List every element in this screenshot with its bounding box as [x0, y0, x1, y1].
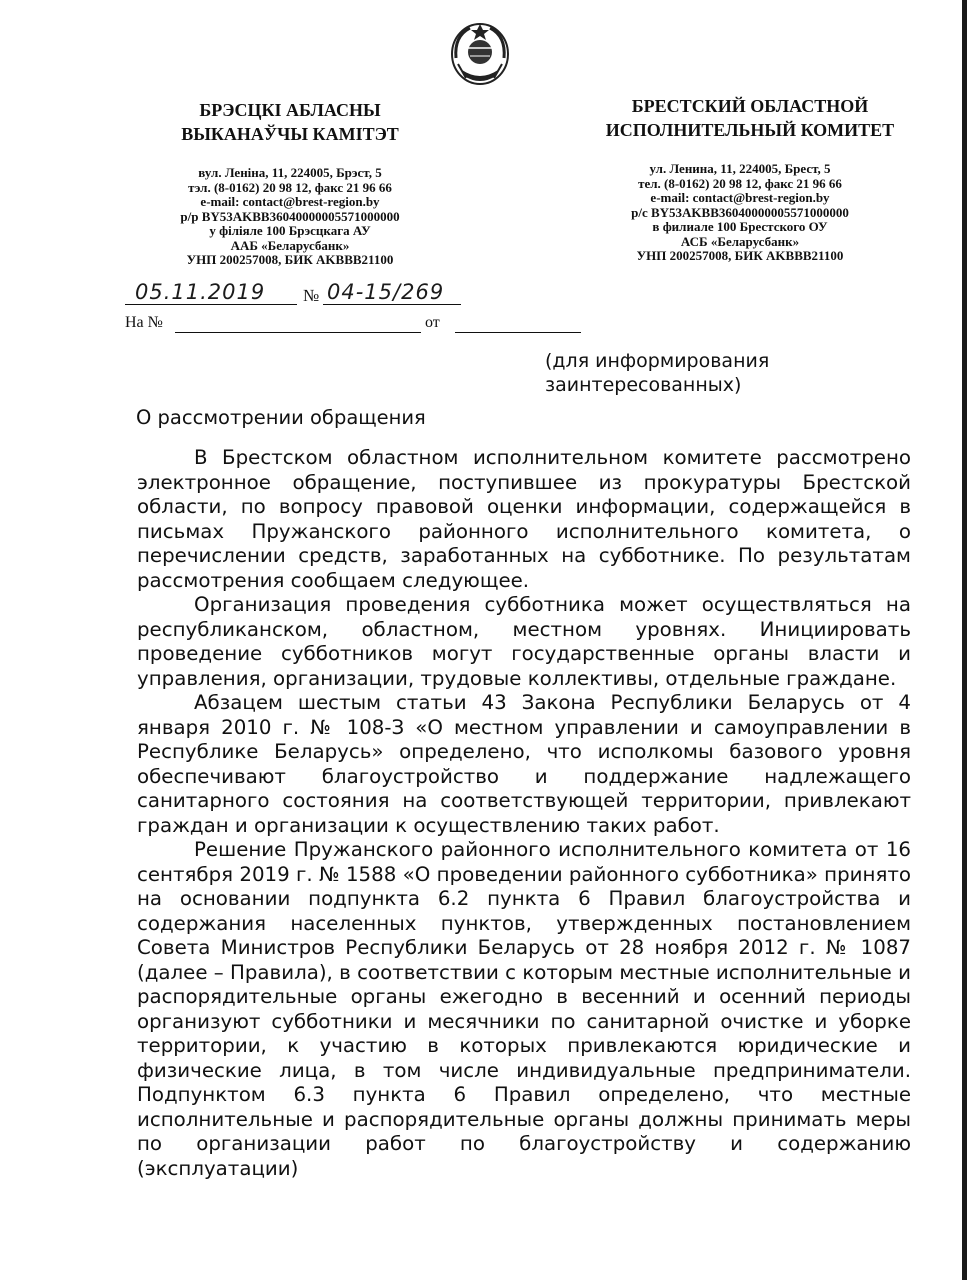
body-paragraph: Организация проведения субботника может осуществляться на республиканском, областном, местном уровнях. Инициировать проведение субботников могут государственные органы власти и управления, организации, трудовые коллективы, отдельные граждане.	[137, 593, 911, 690]
on-number-blank	[175, 332, 421, 333]
address-line: в филиале 100 Брестского ОУ	[652, 219, 828, 234]
on-number-label: На №	[125, 314, 163, 331]
number-label: №	[303, 286, 320, 305]
date-underline	[125, 304, 297, 305]
address-line: тел. (8-0162) 20 98 12, факс 21 96 66	[638, 175, 842, 191]
address-line: р/с BY53AKBB36040000005571000000	[631, 204, 849, 220]
address-line: e-mail: contact@brest-region.by	[650, 190, 830, 205]
state-emblem-icon	[448, 18, 512, 88]
org-title-line: БРЭСЦКІ АБЛАСНЫ	[199, 100, 381, 120]
body-paragraph: Абзацем шестым статьи 43 Закона Республики Беларусь от 4 января 2010 г. № 108-З «О местном управлении и самоуправлении в Республике Беларусь» определено, что исполкомы базового уровня обеспечивают благоустройство и поддержание надлежащего санитарного состояния на соответствующей территории, привлекают граждан и организации к осуществлению таких работ.	[137, 691, 911, 837]
registration-date: 05.11.2019	[135, 280, 266, 304]
org-title-line: ВЫКАНАЎЧЫ КАМІТЭТ	[181, 124, 399, 144]
address-line: e-mail: contact@brest-region.by	[200, 194, 380, 209]
letter-body	[137, 446, 911, 1181]
from-blank	[455, 332, 581, 333]
scan-edge	[962, 0, 967, 1280]
recipient-line: (для информирования	[545, 350, 770, 372]
recipient-block	[545, 349, 845, 397]
org-title-line: ИСПОЛНИТЕЛЬНЫЙ КОМИТЕТ	[605, 120, 895, 140]
registration-number: 04-15/269	[327, 280, 445, 304]
address-line: АСБ «Беларусбанк»	[680, 233, 800, 249]
subject-line: О рассмотрении обращения	[136, 406, 426, 429]
from-label: от	[425, 314, 440, 331]
address-line: УНП 200257008, БИК AKBBB21100	[636, 248, 844, 263]
org-address-belarusian	[135, 166, 445, 268]
org-address-russian	[590, 162, 890, 264]
address-line: УНП 200257008, БИК AKBBB21100	[186, 252, 394, 267]
address-line: вул. Леніна, 11, 224005, Брэст, 5	[198, 165, 382, 180]
number-underline	[323, 304, 461, 305]
address-line: у філіяле 100 Брэсцкага АУ	[209, 223, 371, 238]
address-line: ААБ «Беларусбанк»	[230, 237, 350, 253]
org-title-line: БРЕСТСКИЙ ОБЛАСТНОЙ	[631, 96, 869, 116]
body-paragraph: Решение Пружанского районного исполнительного комитета от 16 сентября 2019 г. № 1588 «О проведении районного субботника» принято на основании подпункта 6.2 пункта 6 Правил благоустройства и содержания населенных пунктов, утвержденных постановлением Совета Министров Республики Беларусь от 28 ноября 2012 г. № 1087 (далее – Правила), в соответствии с которым местные исполнительные и распорядительные органы ежегодно в весенний и осенний периоды организуют субботники и месячники по санитарной очистке и уборке территории, к участию в которых привлекаются юридические и физические лица, в том числе индивидуальные предприниматели. Подпунктом 6.3 пункта 6 Правил определено, что местные исполнительные и распорядительные органы должны принимать меры по организации работ по благоустройству и содержанию (эксплуатации)	[137, 838, 911, 1180]
address-line: ул. Ленина, 11, 224005, Брест, 5	[649, 161, 831, 176]
recipient-line: заинтересованных)	[545, 374, 742, 396]
address-line: тэл. (8-0162) 20 98 12, факс 21 96 66	[188, 179, 392, 195]
reference-line	[125, 314, 465, 336]
org-title-russian	[560, 94, 940, 142]
address-line: р/р BY53AKBB36040000005571000000	[180, 208, 400, 224]
registration-line	[125, 280, 465, 310]
body-paragraph: В Брестском областном исполнительном комитете рассмотрено электронное обращение, поступившее из прокуратуры Брестской области, по вопросу правовой оценки информации, содержащейся в письмах Пружанского районного исполнительного комитета, о перечислении средств, заработанных на субботнике. По результатам рассмотрения сообщаем следующее.	[137, 446, 911, 592]
org-title-belarusian	[130, 98, 450, 146]
